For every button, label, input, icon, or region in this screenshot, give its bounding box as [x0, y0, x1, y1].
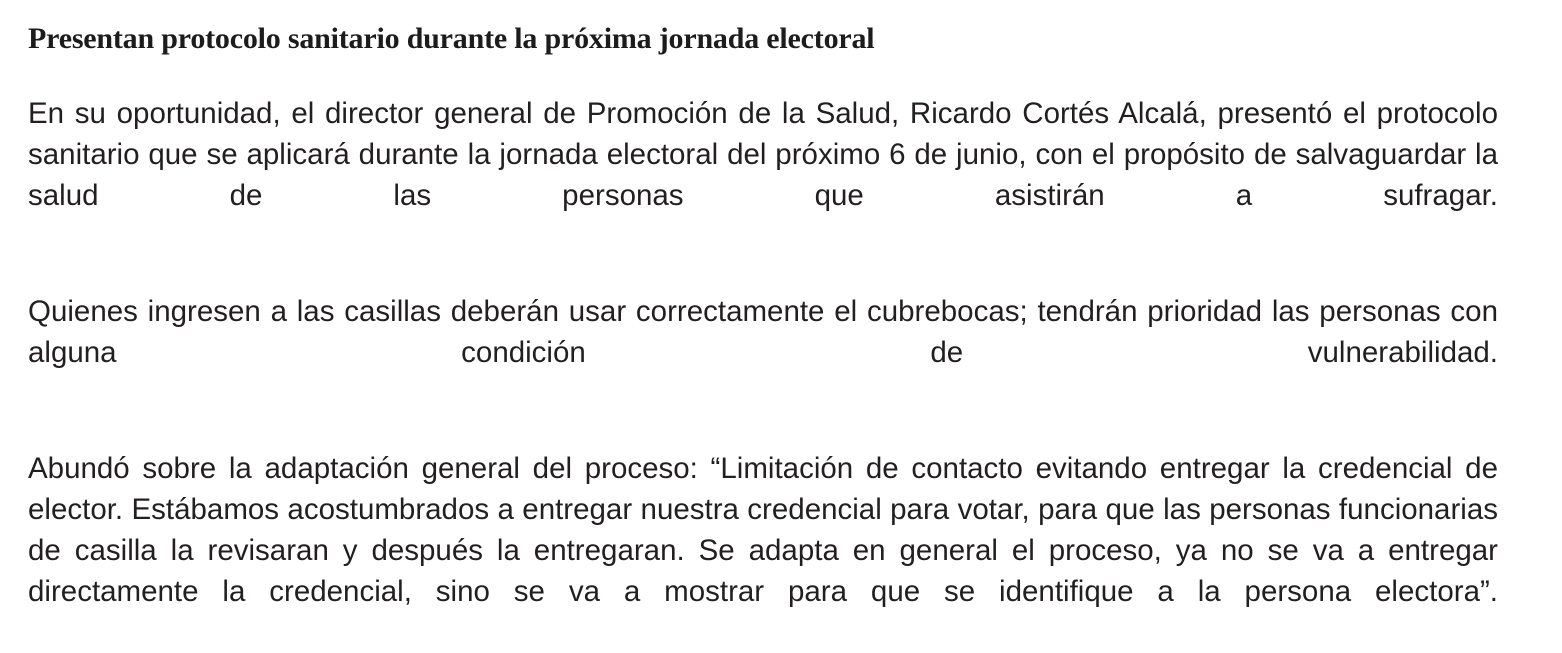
page-title: Presentan protocolo sanitario durante la próxima jornada electoral: [28, 22, 875, 55]
body-paragraph: En su oportunidad, el director general de Promoción de la Salud, Ricardo Cortés Alcalá, presentó el protocolo sanitario que se aplicará durante la jornada electoral del próximo 6 de junio, con el propósito de salvaguardar la salud de las personas que asistirán a sufragar.: [28, 97, 1498, 212]
body-paragraph: Quienes ingresen a las casillas deberán usar correctamente el cubrebocas; tendrán prioridad las personas con alguna condición de vulnerabilidad.: [28, 295, 1498, 369]
body-paragraph: Abundó sobre la adaptación general del proceso: “Limitación de contacto evitando entregar la credencial de elector. Estábamos acostumbrados a entregar nuestra credencial para votar, para que las personas funcionarias de casilla la revisaran y después la entregaran. Se adapta en general el proceso, ya no se va a entregar directamente la credencial, sino se va a mostrar para que se identifique a la persona electora”.: [28, 452, 1498, 608]
